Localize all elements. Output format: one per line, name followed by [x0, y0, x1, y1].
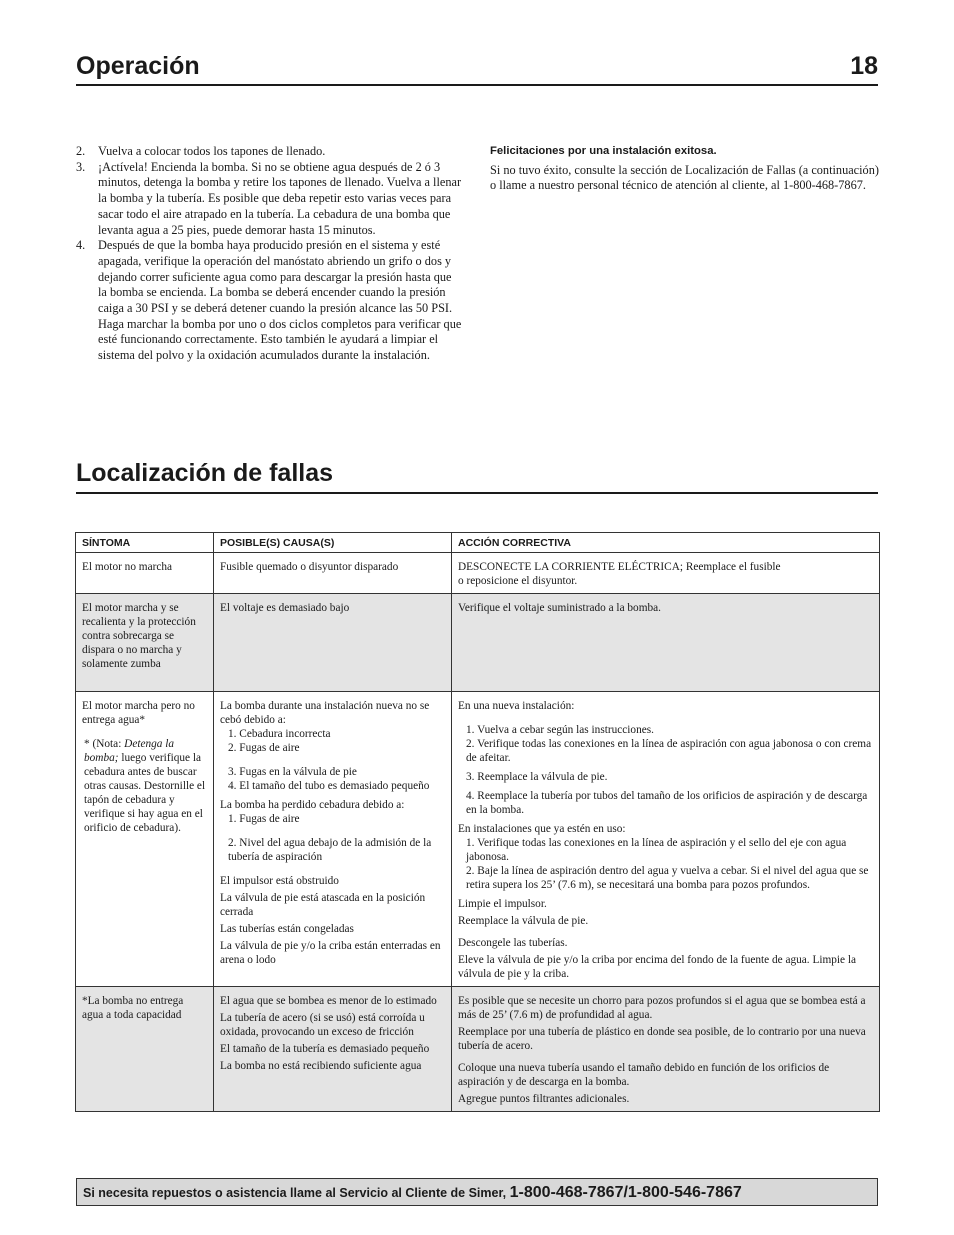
cause-cell: La bomba durante una instalación nueva no se cebó debido a: 1. Cebadura incorrecta 2. Fugas de aire 3. Fugas en la válvula de pie 4. El tamaño del tubo es demasiado pequeño La bomba ha perdido cebadura debido a: 1. Fugas de aire 2. Nivel del agua debajo de la admisión de la tubería de aspiración El impulsor está obstruido La válvula de pie está atascada en la posición cerrada Las tuberías están congeladas La válvula de pie y/o la criba están enterradas en arena o lodo: [214, 692, 452, 987]
action-cell: Verifique el voltaje suministrado a la bomba.: [452, 594, 880, 692]
troubleshooting-table: [75, 532, 880, 1112]
step-item: [76, 238, 462, 364]
symptom-cell: [76, 692, 214, 987]
operation-steps: [76, 144, 462, 364]
page-header: [76, 50, 878, 86]
action-text: DESCONECTE LA CORRIENTE ELÉCTRICA; Reemplace el fusible: [458, 561, 781, 573]
table-header-row: [76, 533, 880, 553]
symptom-cell: El motor marcha y se recalienta y la protección contra sobrecarga se dispara o no marcha y solamente zumba: [76, 594, 214, 692]
symptom-cell: El motor no marcha: [76, 553, 214, 594]
table-row: [76, 553, 880, 594]
support-text: Si no tuvo éxito, consulte la sección de Localización de Fallas (a continuación) o llame a nuestro personal técnico de atención al cliente, al 1-800-468-7867.: [490, 162, 879, 193]
action-cell: En una nueva instalación: 1. Vuelva a cebar según las instrucciones. 2. Verifique todas las conexiones en la línea de aspiración con agua jabonosa o con crema de afeitar. 3. Reemplace la válvula de pie. 4. Reemplace la tubería por tubos del tamaño de los orificios de aspiración y de descarga en la bomba. En instalaciones que ya estén en uso: 1. Verifique todas las conexiones en la línea de aspiración y el sello del eje con agua jabonosa. 2. Baje la línea de aspiración dentro del agua y vuelva a cebar. Si el nivel del agua que se retira supera los 25’ (7.6 m), se necesitará una bomba para pozos profundos. Limpie el impulsor. Reemplace la válvula de pie. Descongele las tuberías. Eleve la válvula de pie y/o la criba por encima del fondo de la fuente de agua. Limpie la válvula de pie y la criba.: [452, 692, 880, 987]
action-cell: [452, 553, 880, 594]
step-number: 4.: [76, 238, 86, 253]
troubleshooting-header: [76, 456, 878, 494]
step-number: 2.: [76, 144, 86, 158]
step-item: [76, 160, 462, 239]
column-header: POSIBLE(S) CAUSA(S): [214, 533, 452, 553]
symptom-note: * (Nota: Detenga la bomba; luego verifique la cebadura antes de buscar otras causas. Destornille el tapón de cebadura y verifique si hay agua en el orificio de cebadura).: [84, 738, 206, 834]
page-number: 18: [850, 52, 878, 80]
step-text: Después de que la bomba haya producido presión en el sistema y esté apagada, verifique la operación del manóstato abriendo un grifo o dos y dejando correr suficiente agua como para descargar la presión hasta que la bomba se encienda. La bomba se deberá encender cuando la presión caiga a 30 PSI y se deberá detener cuando la presión alcance las 50 PSI. Haga marchar la bomba por uno o dos ciclos completos para verificar que esté funcionando correctamente. Esto también le ayudará a limpiar el sistema del polvo y la oxidación acumulados durante la instalación.: [98, 238, 462, 363]
action-cell: Es posible que se necesite un chorro para pozos profundos si el agua que se bombea está a más de 25’ (7.6 m) de profundidad al agua. Reemplace por una tubería de plástico en donde sea posible, de lo contrario por una nueva tubería de acero. Coloque una nueva tubería usando el tamaño debido en función de los orificios de aspiración y de descarga en la bomba. Agregue puntos filtrantes adicionales.: [452, 987, 880, 1112]
table-row: [76, 692, 880, 987]
support-footer: [76, 1178, 878, 1206]
step-text: Vuelva a colocar todos los tapones de llenado.: [98, 144, 326, 158]
symptom-cell: *La bomba no entrega agua a toda capacidad: [76, 987, 214, 1112]
table-row: [76, 594, 880, 692]
page-title: Operación: [76, 52, 200, 80]
step-text: ¡Actívela! Encienda la bomba. Si no se obtiene agua después de 2 ó 3 minutos, detenga la bomba y retire los tapones de llenado. Vuelva a llenar la bomba y la tubería. Es posible que deba repetir esto varias veces para sacar todo el aire atrapado en la tubería. La cebadura de una bomba que levanta agua a 25 pies, puede demorar hasta 15 minutos.: [98, 159, 462, 237]
footer-text: Si necesita repuestos o asistencia llame al Servicio al Cliente de Simer,: [83, 1186, 510, 1200]
step-item: [76, 144, 462, 160]
cause-cell: Fusible quemado o disyuntor disparado: [214, 553, 452, 594]
cause-cell: El voltaje es demasiado bajo: [214, 594, 452, 692]
column-header: SÍNTOMA: [76, 533, 214, 553]
column-header: ACCIÓN CORRECTIVA: [452, 533, 880, 553]
cause-cell: El agua que se bombea es menor de lo estimado La tubería de acero (si se usó) está corroída u oxidada, provocando un exceso de fricción El tamaño de la tubería es demasiado pequeño La bomba no está recibiendo suficiente agua: [214, 987, 452, 1112]
success-note: [490, 144, 880, 194]
symptom-text: El motor marcha pero no entrega agua*: [82, 700, 195, 726]
congrats-heading: Felicitaciones por una instalación exitosa.: [490, 145, 717, 157]
table-row: [76, 987, 880, 1112]
section-title: Localización de fallas: [76, 459, 334, 487]
action-text: o reposicione el disyuntor.: [458, 575, 578, 587]
footer-phone: 1-800-468-7867/1-800-546-7867: [509, 1184, 742, 1201]
step-number: 3.: [76, 159, 86, 174]
